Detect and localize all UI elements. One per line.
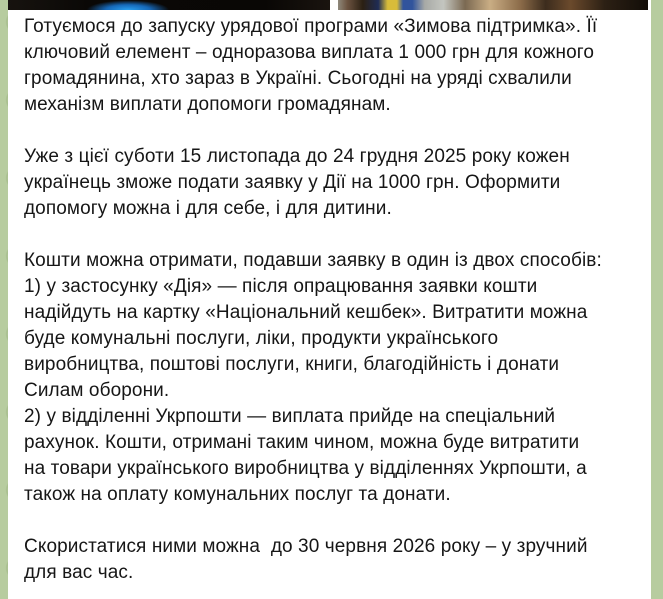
- text-line: громадянина, хто зараз в Україні. Сьогодні на уряді схвалили: [24, 68, 572, 89]
- paragraph-methods: [24, 248, 641, 508]
- photo-row: [8, 0, 651, 10]
- text-line: надійдуть на картку «Національний кешбек». Витратити можна: [24, 302, 588, 323]
- text-line: рахунок. Кошти, отримані таким чином, можна буде витратити: [24, 432, 580, 453]
- text-line: механізм виплати допомоги громадянам.: [24, 94, 391, 115]
- text-line: Силам оборони.: [24, 380, 170, 401]
- attached-photo-left[interactable]: [8, 0, 330, 10]
- text-line: 1) у застосунку «Дія» — після опрацювання заявки кошти: [24, 276, 538, 297]
- text-line: ключовий елемент – одноразова виплата 1 000 грн для кожного: [24, 42, 595, 63]
- paragraph-dates: [24, 144, 641, 222]
- text-line: для вас час.: [24, 562, 134, 583]
- attached-photo-right[interactable]: [338, 0, 648, 10]
- paragraph-deadline: [24, 534, 641, 586]
- text-line: Скористатися ними можна до 30 червня 2026 року – у зручний: [24, 536, 588, 557]
- text-line: буде комунальні послуги, ліки, продукти українського: [24, 328, 499, 349]
- paragraph-intro: [24, 14, 641, 118]
- text-line: виробництва, поштові послуги, книги, благодійність і донати: [24, 354, 560, 375]
- text-line: Уже з цієї суботи 15 листопада до 24 грудня 2025 року кожен: [24, 146, 570, 167]
- text-line: допомогу можна і для себе, і для дитини.: [24, 198, 392, 219]
- text-line: українець зможе подати заявку у Дії на 1000 грн. Оформити: [24, 172, 561, 193]
- text-line: на товари українського виробництва у відділеннях Укрпошти, а: [24, 458, 587, 479]
- message-bubble: [8, 0, 651, 599]
- photo-gap: [330, 0, 338, 10]
- text-line: також на оплату комунальних послуг та донати.: [24, 484, 451, 505]
- text-line: Готуємося до запуску урядової програми «Зимова підтримка». Її: [24, 16, 598, 37]
- text-line: Кошти можна отримати, подавши заявку в один із двох способів:: [24, 250, 602, 271]
- text-line: 2) у відділенні Укрпошти — виплата прийде на спеціальний: [24, 406, 556, 427]
- message-text: [8, 10, 651, 586]
